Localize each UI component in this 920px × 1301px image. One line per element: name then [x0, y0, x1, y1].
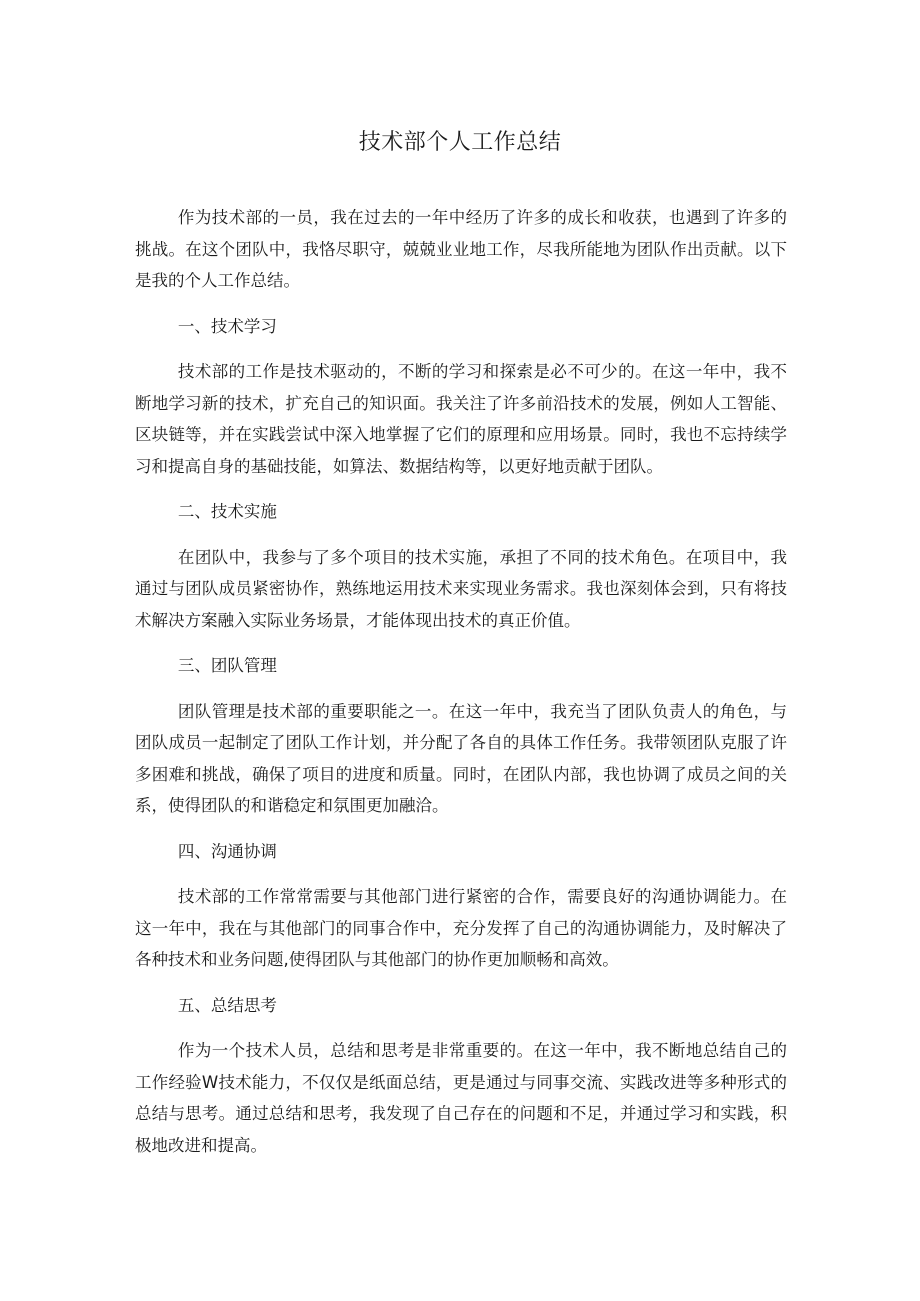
document-body	[135, 202, 787, 1175]
section-heading-tech-implementation: 二、技术实施	[177, 502, 277, 521]
section-heading-reflection: 五、总结思考	[177, 995, 277, 1015]
section-body-communication: 技术部的工作常常需要与其他部门进行紧密的合作，需要良好的沟通协调能力。在这一年中，我在与其他部门的同事合作中，充分发挥了自己的沟通协调能力，及时解决了各种技术和业务问题,使得团队与其他部门的协作更加顺畅和高效。	[135, 887, 787, 969]
section-body-tech-learning: 技术部的工作是技术驱动的，不断的学习和探索是必不可少的。在这一年中，我不断地学习新的技术，扩充自己的知识面。我关注了许多前沿技术的发展，例如人工智能、区块链等，并在实践尝试中深入地掌握了它们的原理和应用场景。同时，我也不忘持续学习和提高自身的基础技能，如算法、数据结构等，以更好地贡献于团队。	[135, 362, 787, 476]
section-heading-communication: 四、沟通协调	[177, 841, 277, 861]
section-body-tech-implementation: 在团队中，我参与了多个项目的技术实施，承担了不同的技术角色。在项目中，我通过与团队成员紧密协作，熟练地运用技术来实现业务需求。我也深刻体会到，只有将技术解决方案融入实际业务场景，才能体现出技术的真正价值。	[135, 547, 787, 630]
intro-paragraph: 作为技术部的一员，我在过去的一年中经历了许多的成长和收获，也遇到了许多的挑战。在这个团队中，我恪尽职守，兢兢业业地工作，尽我所能地为团队作出贡献。以下是我的个人工作总结。	[135, 208, 787, 290]
document-title: 技术部个人工作总结	[358, 130, 562, 155]
section-body-reflection: 作为一个技术人员，总结和思考是非常重要的。在这一年中，我不断地总结自己的工作经验W技术能力，不仅仅是纸面总结，更是通过与同事交流、实践改进等多种形式的总结与思考。通过总结和思考，我发现了自己存在的问题和不足，并通过学习和实践，积极地改进和提高。	[135, 1041, 787, 1155]
section-body-team-management: 团队管理是技术部的重要职能之一。在这一年中，我充当了团队负责人的角色，与团队成员一起制定了团队工作计划，并分配了各自的具体工作任务。我带领团队克服了许多困难和挑战，确保了项目的进度和质量。同时，在团队内部，我也协调了成员之间的关系，使得团队的和谐稳定和氛围更加融洽。	[135, 701, 787, 815]
section-heading-tech-learning: 一、技术学习	[177, 316, 277, 336]
section-heading-team-management: 三、团队管理	[177, 656, 277, 675]
